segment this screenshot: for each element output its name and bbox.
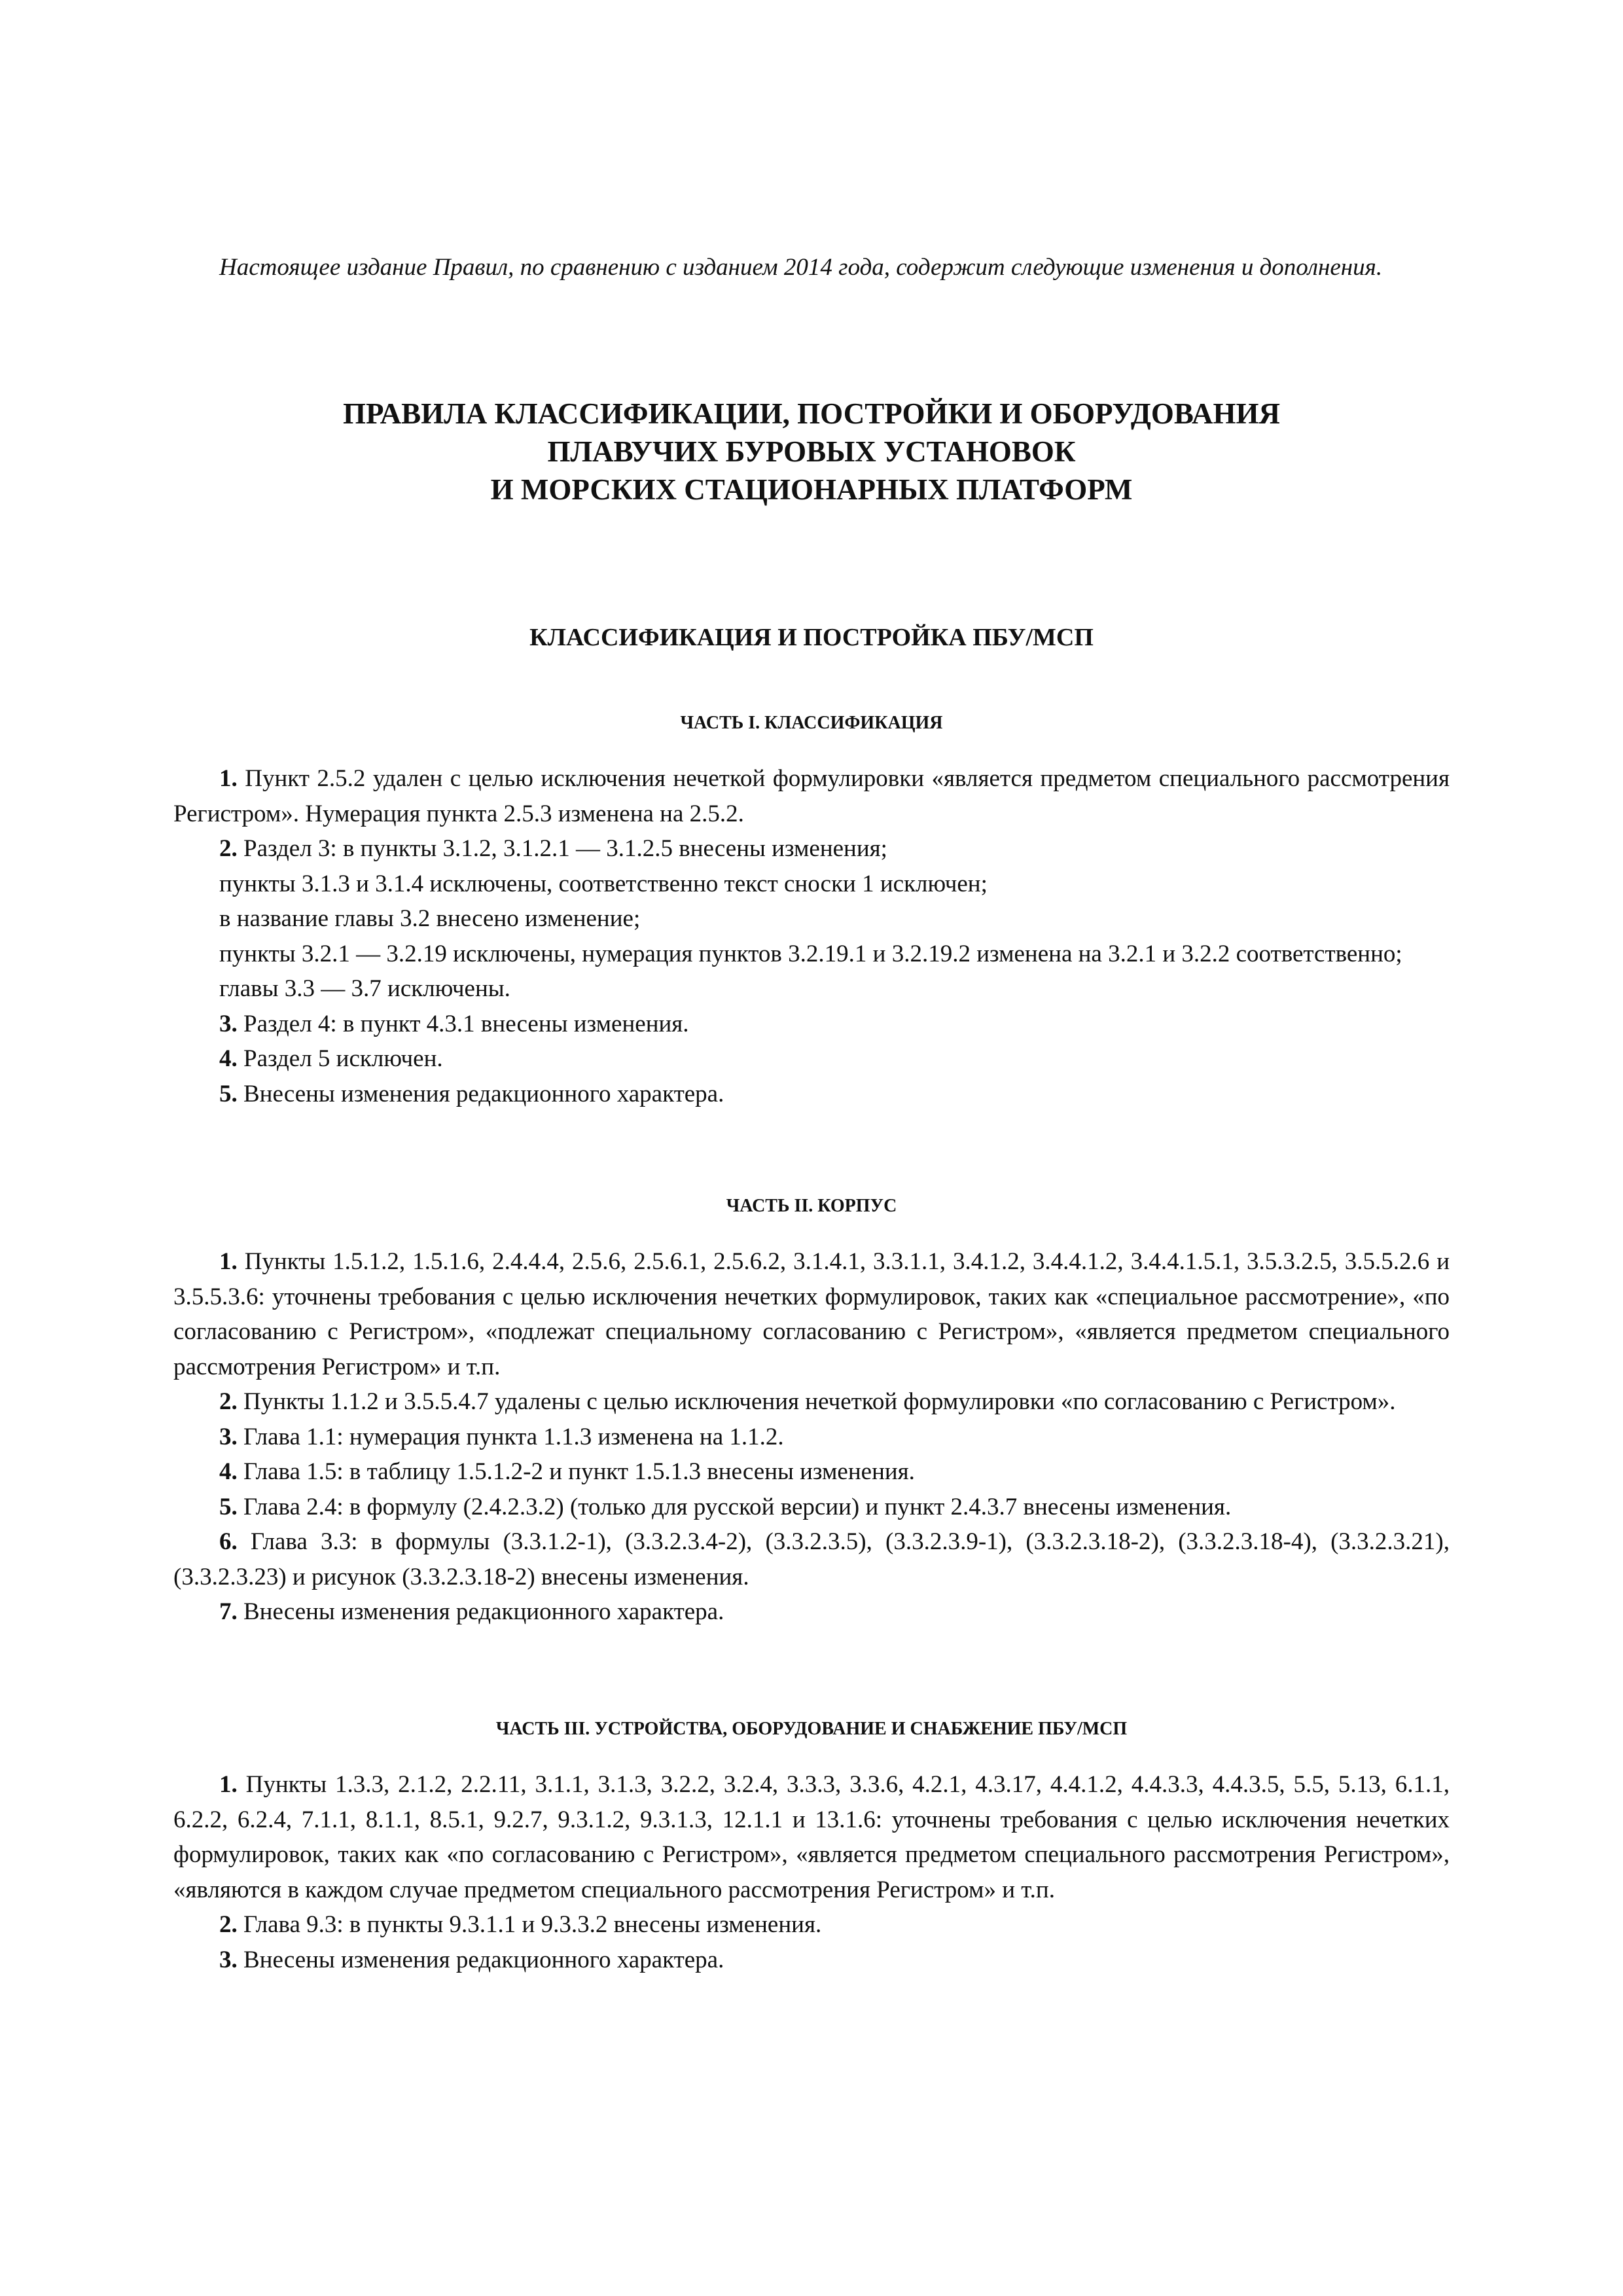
list-item: 3. Глава 1.1: нумерация пункта 1.1.3 изменена на 1.1.2. — [219, 1423, 784, 1450]
section-title: КЛАССИФИКАЦИЯ И ПОСТРОЙКА ПБУ/МСП — [529, 624, 1094, 651]
list-item: 6. Глава 3.3: в формулы (3.3.1.2-1), (3.3.2.3.4-2), (3.3.2.3.5), (3.3.2.3.9-1), (3.3.2.3.18-2), (3.3.2.3.18-4), (3.3.2.3.21), (3.3.2.3.23) и рисунок (3.3.2.3.18-2) внесены изменения. — [173, 1528, 1450, 1590]
list-item: 1. Пункт 2.5.2 удален с целью исключения нечеткой формулировки «является предметом специального рассмотрения Регистром». Нумерация пункта 2.5.3 изменена на 2.5.2. — [173, 765, 1450, 827]
title-line: ПЛАВУЧИХ БУРОВЫХ УСТАНОВОК — [547, 435, 1076, 468]
part-2-heading: ЧАСТЬ II. КОРПУС — [726, 1196, 897, 1216]
list-item: 2. Глава 9.3: в пункты 9.3.1.1 и 9.3.3.2 внесены изменения. — [219, 1911, 822, 1938]
intro-note — [173, 250, 1450, 285]
part-1-heading: ЧАСТЬ I. КЛАССИФИКАЦИЯ — [680, 713, 943, 733]
title-line: И МОРСКИХ СТАЦИОНАРНЫХ ПЛАТФОРМ — [490, 473, 1133, 506]
list-item: 2. Раздел 3: в пункты 3.1.2, 3.1.2.1 — 3.1.2.5 внесены изменения; — [219, 835, 887, 862]
title-line: ПРАВИЛА КЛАССИФИКАЦИИ, ПОСТРОЙКИ И ОБОРУДОВАНИЯ — [342, 397, 1281, 430]
list-item: в название главы 3.2 внесено изменение; — [219, 905, 641, 932]
part-1-body — [173, 761, 1450, 1111]
list-item: 3. Внесены изменения редакционного характера. — [219, 1946, 724, 1973]
intro-text: Настоящее издание Правил, по сравнению с изданием 2014 года, содержит следующие изменения и дополнения. — [219, 254, 1383, 281]
part-3-body — [173, 1767, 1450, 1977]
list-item: 1. Пункты 1.5.1.2, 1.5.1.6, 2.4.4.4, 2.5.6, 2.5.6.1, 2.5.6.2, 3.1.4.1, 3.3.1.1, 3.4.1.2, 3.4.4.1.2, 3.4.4.1.5.1, 3.5.3.2.5, 3.5.5.2.6 и 3.5.5.3.6: уточнены требования с целью исключения нечетких формулировок, таких как «специальное рассмотрение», «по согласованию с Регистром», «подлежат специальному согласованию с Регистром», «является предметом специального рассмотрения Регистром» и т.п. — [173, 1248, 1450, 1380]
list-item: 2. Пункты 1.1.2 и 3.5.5.4.7 удалены с целью исключения нечеткой формулировки «по согласованию с Регистром». — [219, 1388, 1396, 1415]
part-2-body — [173, 1244, 1450, 1630]
list-item: 5. Глава 2.4: в формулу (2.4.2.3.2) (только для русской версии) и пункт 2.4.3.7 внесены изменения. — [219, 1493, 1232, 1520]
list-item: 1. Пункты 1.3.3, 2.1.2, 2.2.11, 3.1.1, 3.1.3, 3.2.2, 3.2.4, 3.3.3, 3.3.6, 4.2.1, 4.3.17, 4.4.1.2, 4.4.3.3, 4.4.3.5, 5.5, 5.13, 6.1.1, 6.2.2, 6.2.4, 7.1.1, 8.1.1, 8.5.1, 9.2.7, 9.3.1.2, 9.3.1.3, 12.1.1 и 13.1.6: уточнены требования с целью исключения нечетких формулировок, таких как «по согласованию с Регистром», «является предметом специального рассмотрения Регистром», «являются в каждом случае предметом специального рассмотрения Регистром» и т.п. — [173, 1771, 1450, 1903]
list-item: 3. Раздел 4: в пункт 4.3.1 внесены изменения. — [219, 1010, 689, 1037]
list-item: 5. Внесены изменения редакционного характера. — [219, 1080, 724, 1107]
list-item: главы 3.3 — 3.7 исключены. — [219, 975, 510, 1002]
document-title — [173, 395, 1450, 509]
list-item: пункты 3.1.3 и 3.1.4 исключены, соответственно текст сноски 1 исключен; — [219, 870, 988, 897]
part-3-heading: ЧАСТЬ III. УСТРОЙСТВА, ОБОРУДОВАНИЕ И СНАБЖЕНИЕ ПБУ/МСП — [495, 1719, 1128, 1739]
list-item: 4. Глава 1.5: в таблицу 1.5.1.2-2 и пункт 1.5.1.3 внесены изменения. — [219, 1458, 915, 1485]
list-item: 4. Раздел 5 исключен. — [219, 1045, 443, 1072]
list-item: 7. Внесены изменения редакционного характера. — [219, 1598, 724, 1625]
list-item: пункты 3.2.1 — 3.2.19 исключены, нумерация пунктов 3.2.19.1 и 3.2.19.2 изменена на 3.2.1 и 3.2.2 соответственно; — [219, 940, 1402, 967]
